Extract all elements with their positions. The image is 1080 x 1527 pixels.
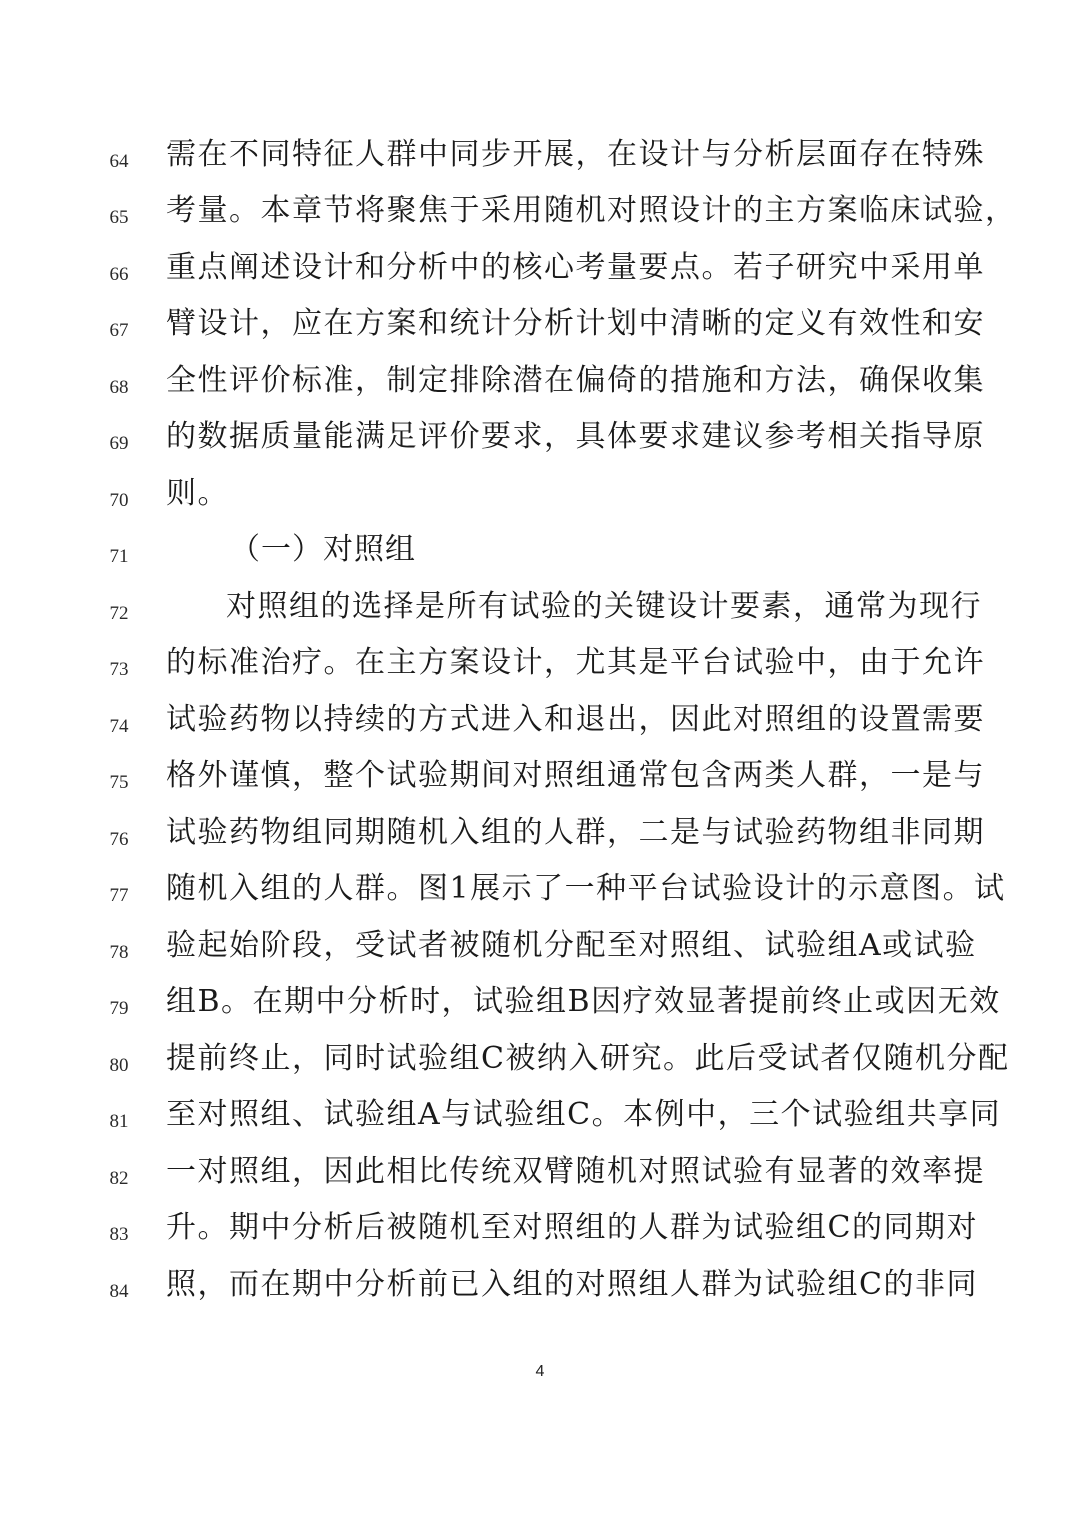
line-number: 65 [109,207,129,228]
text-line [0,415,1080,471]
text-line [0,1037,1080,1093]
line-number: 68 [109,377,129,398]
line-number: 64 [109,151,129,172]
text-line [0,698,1080,754]
text-line [0,924,1080,980]
line-text: 一对照组，因此相比传统双臂随机对照试验有显著的效率提 [166,1154,985,1189]
line-number: 81 [109,1111,129,1132]
text-line [0,585,1080,641]
line-text: 考量。本章节将聚焦于采用随机对照设计的主方案临床试验， [166,193,1017,228]
text-line [0,246,1080,302]
text-line [0,359,1080,415]
line-text: 组B。在期中分析时，试验组B因疗效显著提前终止或因无效 [166,984,1001,1019]
text-line [0,133,1080,189]
line-text: 臂设计，应在方案和统计分析计划中清晰的定义有效性和安 [166,306,985,341]
line-text: 的标准治疗。在主方案设计，尤其是平台试验中，由于允许 [166,645,985,680]
line-text: 需在不同特征人群中同步开展，在设计与分析层面存在特殊 [166,137,985,172]
text-line [0,472,1080,528]
line-number: 74 [109,716,129,737]
line-number: 77 [109,885,129,906]
line-text: 试验药物组同期随机入组的人群，二是与试验药物组非同期 [166,815,985,850]
text-line [0,754,1080,810]
section-heading: （一）对照组 [230,532,416,567]
line-number: 69 [109,433,129,454]
line-text: 至对照组、试验组A与试验组C。本例中，三个试验组共享同 [166,1097,1002,1132]
text-line [0,189,1080,245]
text-line [0,811,1080,867]
line-number: 82 [109,1168,129,1189]
line-number: 83 [109,1224,129,1245]
line-text: 验起始阶段，受试者被随机分配至对照组、试验组A或试验 [166,928,977,963]
line-text: 提前终止，同时试验组C被纳入研究。此后受试者仅随机分配 [166,1041,1010,1076]
line-text: 对照组的选择是所有试验的关键设计要素，通常为现行 [226,589,982,624]
line-text: 则。 [166,476,229,511]
line-number: 79 [109,998,129,1019]
line-text: 重点阐述设计和分析中的核心考量要点。若子研究中采用单 [166,250,985,285]
text-line [0,1150,1080,1206]
line-number: 72 [109,603,129,624]
line-number: 66 [109,264,129,285]
line-text: 随机入组的人群。图1展示了一种平台试验设计的示意图。试 [166,871,1006,906]
text-line [0,1093,1080,1149]
line-number: 80 [109,1055,129,1076]
line-number: 70 [109,490,129,511]
text-line [0,641,1080,697]
line-number: 78 [109,942,129,963]
line-number: 75 [109,772,129,793]
text-line [0,867,1080,923]
text-line [0,1206,1080,1262]
line-text: 的数据质量能满足评价要求，具体要求建议参考相关指导原 [166,419,985,454]
line-number: 76 [109,829,129,850]
text-line [0,980,1080,1036]
line-number: 73 [109,659,129,680]
line-text: 试验药物以持续的方式进入和退出，因此对照组的设置需要 [166,702,985,737]
line-text: 照，而在期中分析前已入组的对照组人群为试验组C的非同 [166,1267,978,1302]
page-number: 4 [535,1363,545,1380]
text-line [0,302,1080,358]
text-line [0,1263,1080,1319]
line-text: 全性评价标准，制定排除潜在偏倚的措施和方法，确保收集 [166,363,985,398]
line-number: 67 [109,320,129,341]
line-number: 84 [109,1281,129,1302]
section-heading-line [0,528,1080,584]
line-text: 升。期中分析后被随机至对照组的人群为试验组C的同期对 [166,1210,978,1245]
line-number: 71 [109,546,129,567]
line-text: 格外谨慎，整个试验期间对照组通常包含两类人群，一是与 [166,758,985,793]
